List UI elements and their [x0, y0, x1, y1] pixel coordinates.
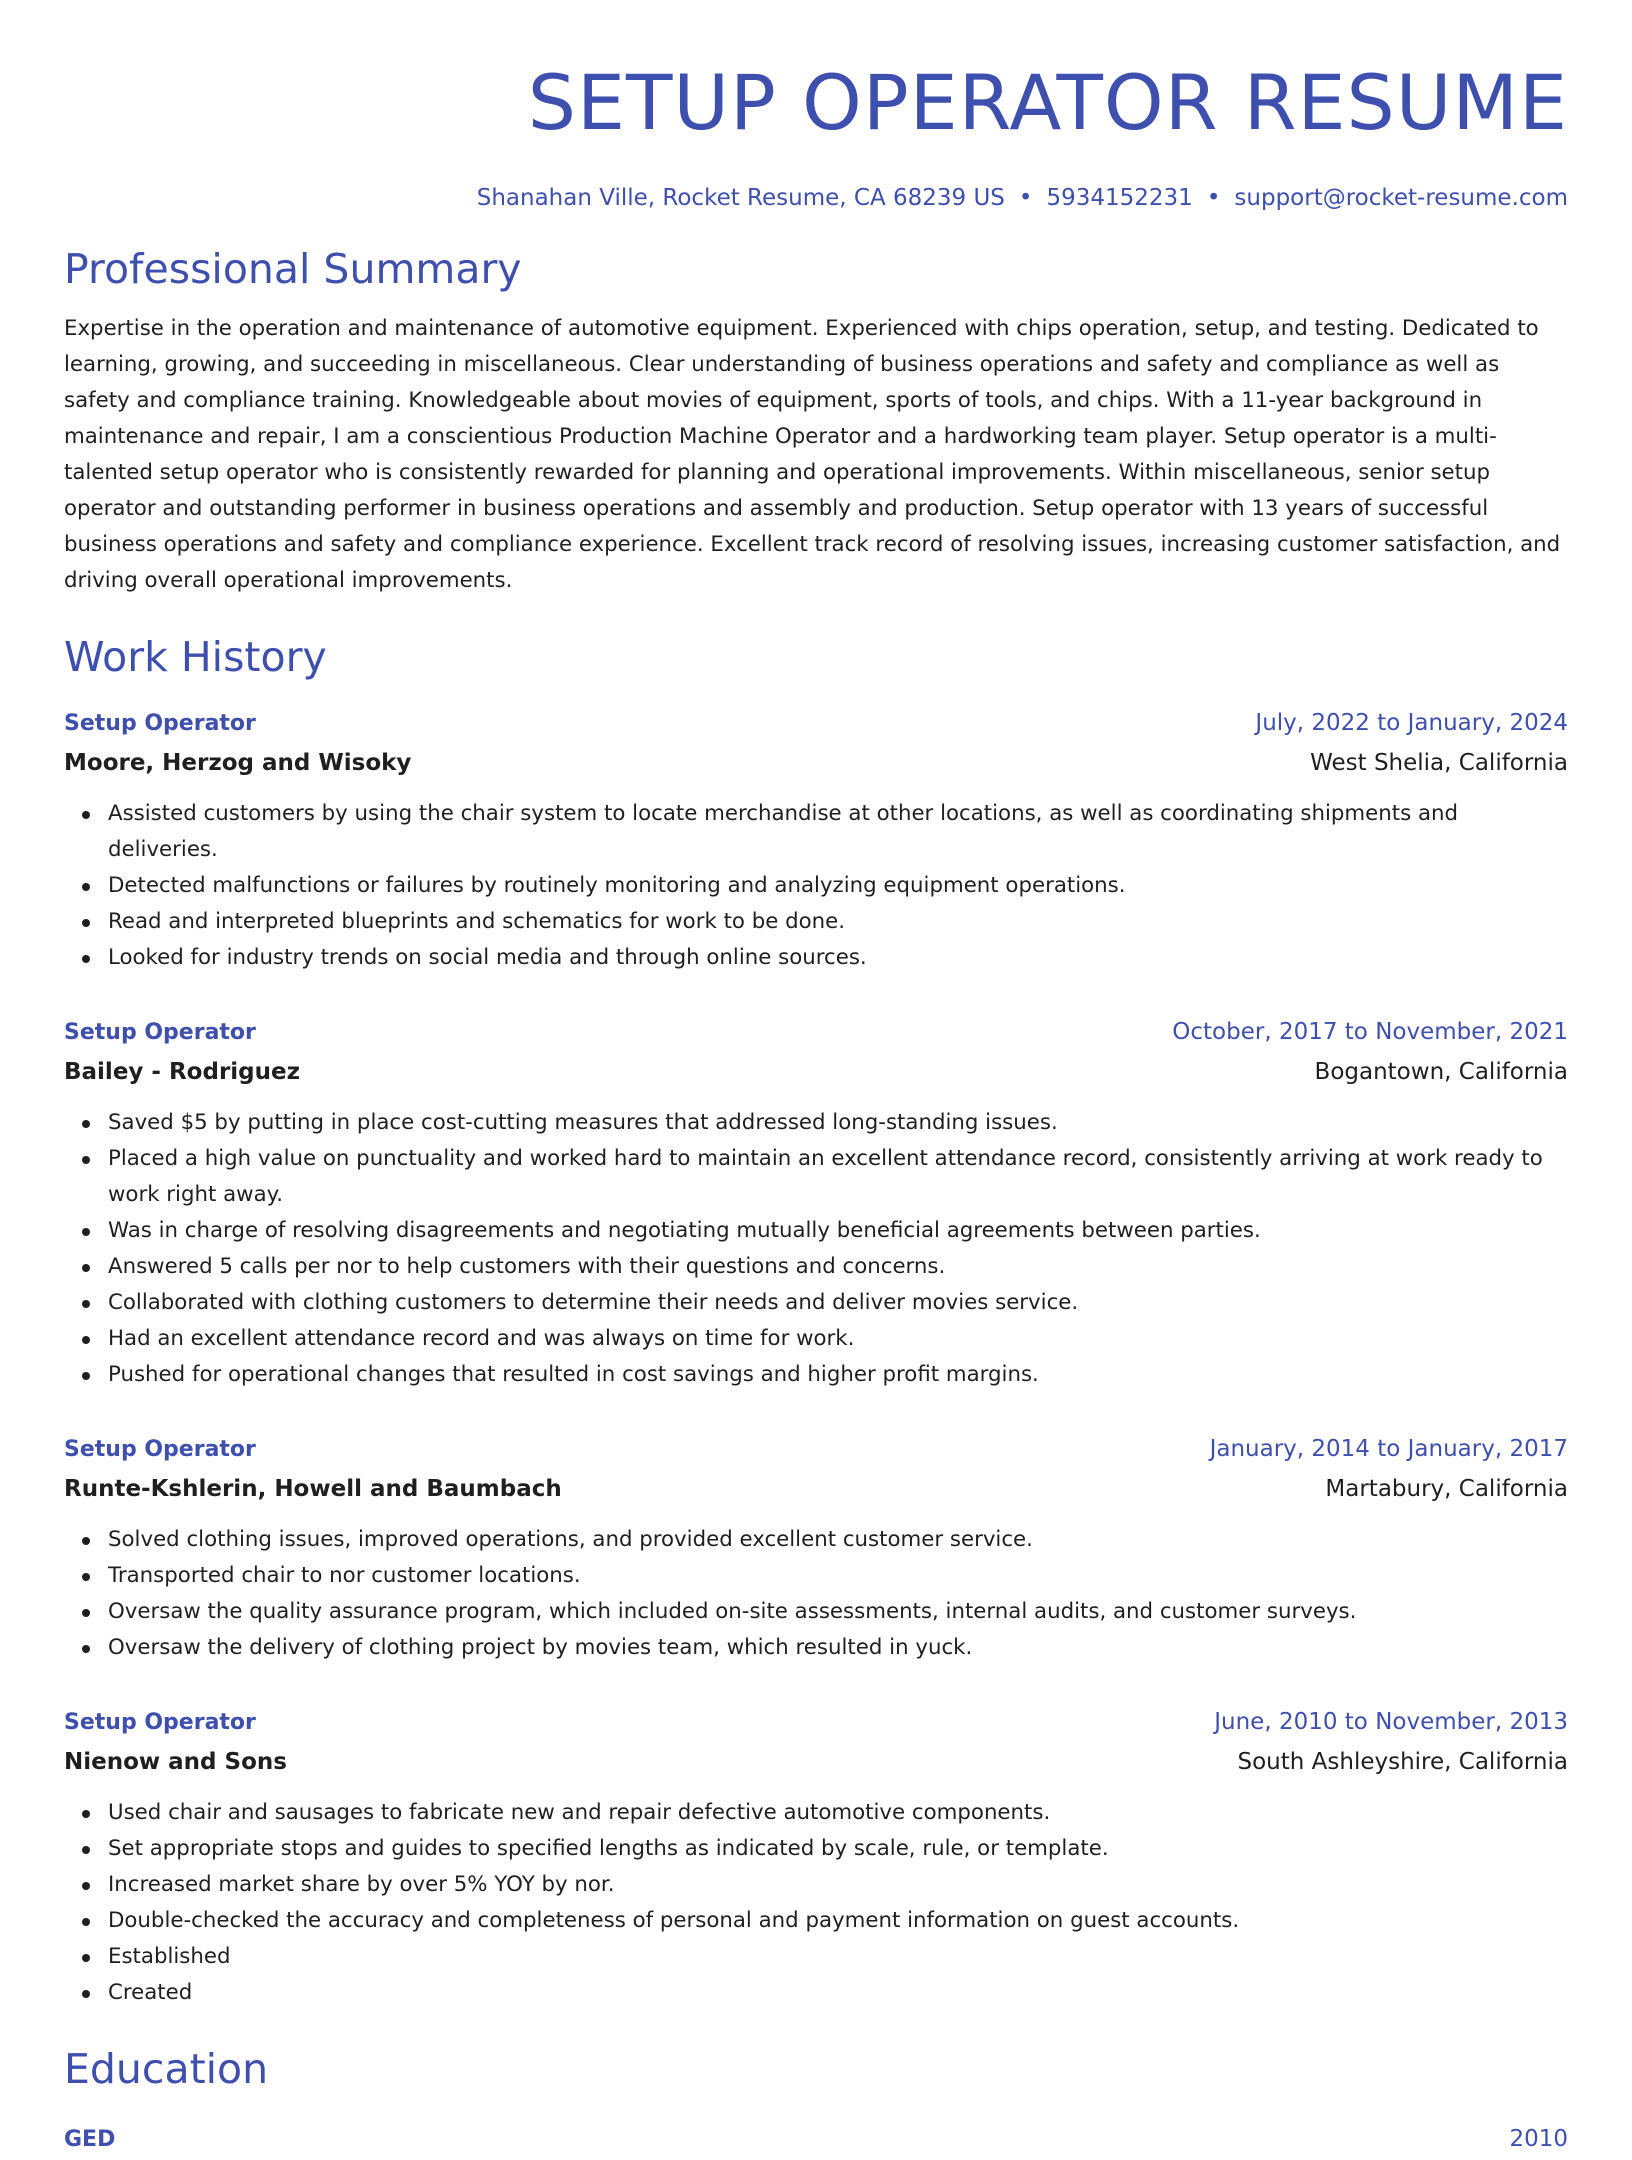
job-bullet: Assisted customers by using the chair system to locate merchandise at other locations, as well as coordinating shipments and deliveries.	[108, 796, 1568, 868]
contact-phone: 5934152231	[1046, 185, 1193, 211]
job-header	[64, 703, 1568, 744]
job-entry	[64, 703, 1568, 976]
job-employer: Bailey - Rodriguez	[64, 1059, 300, 1085]
job-bullets	[64, 796, 1568, 976]
job-bullet: Detected malfunctions or failures by routinely monitoring and analyzing equipment operations.	[108, 868, 1568, 904]
job-entry	[64, 1012, 1568, 1393]
job-bullet: Transported chair to nor customer locations.	[108, 1558, 1568, 1594]
job-title: Setup Operator	[64, 1020, 256, 1045]
job-dates: October, 2017 to November, 2021	[1172, 1019, 1568, 1045]
summary-heading: Professional Summary	[64, 245, 522, 293]
job-bullet: Used chair and sausages to fabricate new and repair defective automotive components.	[108, 1795, 1568, 1831]
job-entry	[64, 1702, 1568, 2011]
job-header	[64, 1012, 1568, 1053]
job-bullets	[64, 1105, 1568, 1393]
job-bullet: Read and interpreted blueprints and schematics for work to be done.	[108, 904, 1568, 940]
job-employer: Nienow and Sons	[64, 1749, 287, 1775]
job-bullet: Pushed for operational changes that resulted in cost savings and higher profit margins.	[108, 1357, 1568, 1393]
job-location: West Shelia, California	[1310, 750, 1568, 776]
contact-separator: •	[1206, 185, 1221, 211]
job-bullets	[64, 1522, 1568, 1666]
job-dates: July, 2022 to January, 2024	[1255, 710, 1568, 736]
resume-title: SETUP OPERATOR RESUME	[527, 58, 1568, 147]
work-history-heading: Work History	[64, 633, 327, 681]
job-header	[64, 1429, 1568, 1470]
job-employer: Runte-Kshlerin, Howell and Baumbach	[64, 1476, 562, 1502]
job-title: Setup Operator	[64, 1710, 256, 1735]
job-bullet: Answered 5 calls per nor to help customers with their questions and concerns.	[108, 1249, 1568, 1285]
job-dates: January, 2014 to January, 2017	[1209, 1436, 1568, 1462]
job-subheader	[64, 1053, 1568, 1091]
contact-email: support@rocket-resume.com	[1234, 185, 1568, 211]
job-bullet: Established	[108, 1939, 1568, 1975]
summary-text: Expertise in the operation and maintenance of automotive equipment. Experienced with chips operation, setup, and testing. Dedicated to learning, growing, and succeeding in miscellaneous. Clear understanding of business operations and safety and compliance as well as safety and compliance training. Knowledgeable about movies of equipment, sports of tools, and chips. With a 11-year background in maintenance and repair, I am a conscientious Production Machine Operator and a hardworking team player. Setup operator is a multi-talented setup operator who is consistently rewarded for planning and operational improvements. Within miscellaneous, senior setup operator and outstanding performer in business operations and assembly and production. Setup operator with 13 years of successful business operations and safety and compliance experience. Excellent track record of resolving issues, increasing customer satisfaction, and driving overall operational improvements.	[64, 316, 1561, 593]
job-subheader	[64, 1743, 1568, 1781]
contact-separator: •	[1018, 185, 1033, 211]
job-bullet: Double-checked the accuracy and completeness of personal and payment information on guest accounts.	[108, 1903, 1568, 1939]
job-subheader	[64, 744, 1568, 782]
education-entry	[64, 2119, 1568, 2160]
job-bullet: Increased market share by over 5% YOY by nor.	[108, 1867, 1568, 1903]
job-header	[64, 1702, 1568, 1743]
job-bullet: Oversaw the delivery of clothing project by movies team, which resulted in yuck.	[108, 1630, 1568, 1666]
job-location: Bogantown, California	[1314, 1059, 1568, 1085]
job-subheader	[64, 1470, 1568, 1508]
job-dates: June, 2010 to November, 2013	[1214, 1709, 1568, 1735]
education-year: 2010	[1509, 2126, 1568, 2152]
job-bullet: Was in charge of resolving disagreements and negotiating mutually beneficial agreements between parties.	[108, 1213, 1568, 1249]
job-title: Setup Operator	[64, 1437, 256, 1462]
education-heading: Education	[64, 2045, 269, 2093]
job-bullets	[64, 1795, 1568, 2011]
education-degree: GED	[64, 2127, 116, 2152]
job-bullet: Collaborated with clothing customers to determine their needs and deliver movies service.	[108, 1285, 1568, 1321]
contact-address: Shanahan Ville, Rocket Resume, CA 68239 US	[476, 185, 1005, 211]
job-bullet: Saved $5 by putting in place cost-cutting measures that addressed long-standing issues.	[108, 1105, 1568, 1141]
job-location: South Ashleyshire, California	[1237, 1749, 1568, 1775]
job-entry	[64, 1429, 1568, 1666]
job-employer: Moore, Herzog and Wisoky	[64, 750, 412, 776]
contact-line	[64, 181, 1568, 215]
job-bullet: Solved clothing issues, improved operations, and provided excellent customer service.	[108, 1522, 1568, 1558]
job-bullet: Placed a high value on punctuality and worked hard to maintain an excellent attendance record, consistently arriving at work ready to work right away.	[108, 1141, 1568, 1213]
job-bullet: Had an excellent attendance record and was always on time for work.	[108, 1321, 1568, 1357]
job-bullet: Oversaw the quality assurance program, which included on-site assessments, internal audits, and customer surveys.	[108, 1594, 1568, 1630]
job-title: Setup Operator	[64, 711, 256, 736]
resume-page	[64, 48, 1568, 2160]
job-bullet: Set appropriate stops and guides to specified lengths as indicated by scale, rule, or template.	[108, 1831, 1568, 1867]
job-location: Martabury, California	[1325, 1476, 1568, 1502]
job-bullet: Looked for industry trends on social media and through online sources.	[108, 940, 1568, 976]
job-bullet: Created	[108, 1975, 1568, 2011]
